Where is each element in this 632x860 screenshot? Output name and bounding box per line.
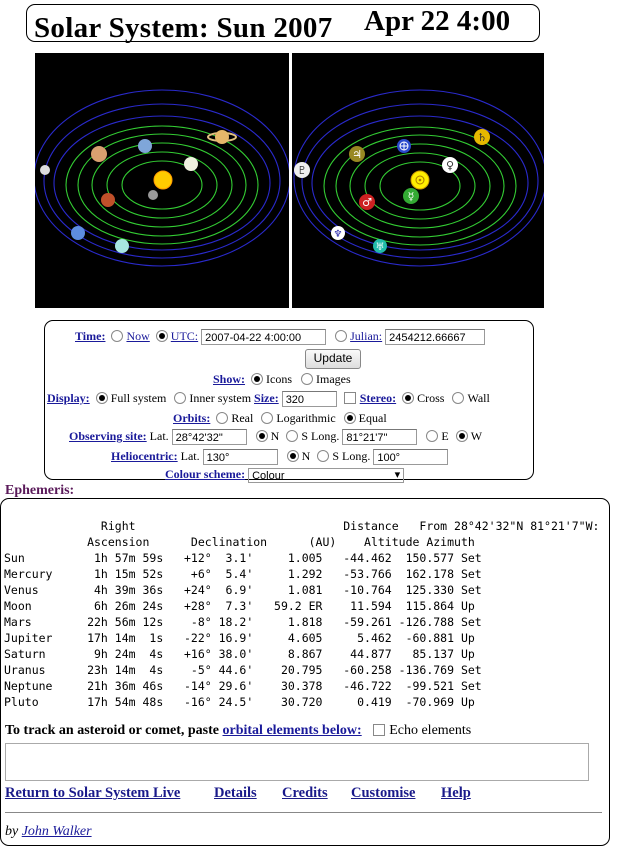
mars-symbol-icon [359,194,375,210]
page-title-box [26,4,540,42]
stereo-link[interactable]: Stereo: [359,391,397,405]
svg-text:♆: ♆ [333,229,343,240]
ephemeris-row: Uranus 23h 14m 4s -5° 44.6' 20.795 -60.258 -136.769 Set [4,663,482,677]
east-label: E [441,429,449,443]
ephemeris-header-2: Ascension Declination (AU) Altitude Azimuth [4,535,475,549]
help-link[interactable]: Help [441,785,471,801]
ephemeris-row: Saturn 9h 24m 4s +16° 38.0' 8.867 44.877 85.137 Up [4,647,475,661]
orbital-elements-textarea[interactable] [5,743,589,781]
equal-label: Equal [358,411,387,425]
cross-label: Cross [417,391,445,405]
jupiter-symbol-icon [349,146,365,162]
time-link[interactable]: Time: [75,329,106,343]
mercury-symbol-icon [403,188,419,204]
orbits-link[interactable]: Orbits: [173,411,211,425]
ephemeris-row: Mercury 1h 15m 52s +6° 5.4' 1.292 -53.766 162.178 Set [4,567,482,581]
orbital-elements-link[interactable]: orbital elements below: [222,723,362,738]
now-radio[interactable] [111,330,123,342]
ephemeris-row: Moon 6h 26m 24s +28° 7.3' 59.2 ER 11.594 115.864 Up [4,599,475,613]
ephemeris-row: Sun 1h 57m 59s +12° 3.1' 1.005 -44.462 150.577 Set [4,551,482,565]
helio-north-radio[interactable] [287,450,299,462]
latitude-input[interactable]: 28°42'32" [172,429,247,445]
earth-image [138,139,152,153]
julian-radio[interactable] [335,330,347,342]
east-radio[interactable] [426,430,438,442]
west-label: W [470,429,483,443]
track-asteroid-row [5,723,471,739]
lat-label: Lat. [149,429,169,443]
wall-label: Wall [467,391,490,405]
mars-image [101,193,115,207]
ephemeris-row: Neptune 21h 36m 46s -14° 29.6' 30.378 -46.722 -99.521 Set [4,679,482,693]
update-button[interactable]: Update [305,349,361,369]
julian-link[interactable]: Julian: [350,329,383,343]
helio-longitude-input[interactable]: 100° [373,449,448,465]
pluto-image [40,165,50,175]
logarithmic-radio[interactable] [261,412,273,424]
helio-south-radio[interactable] [317,450,329,462]
icons-label: Icons [266,372,293,386]
byline [5,824,92,840]
full-system-radio[interactable] [96,392,108,404]
ephemeris-row: Mars 22h 56m 12s -8° 18.2' 1.818 -59.261 -126.788 Set [4,615,482,629]
svg-text:☿: ☿ [407,190,415,203]
logarithmic-label: Logarithmic [276,411,336,425]
colour-scheme-link[interactable]: Colour scheme: [165,467,246,481]
north-label: N [270,429,280,443]
cross-radio[interactable] [402,392,414,404]
display-link[interactable]: Display: [47,391,90,405]
show-link[interactable]: Show: [213,372,246,386]
svg-text:♂: ♂ [362,196,372,209]
ephemeris-row: Jupiter 17h 14m 1s -22° 16.9' 4.605 5.462 -60.881 Up [4,631,475,645]
icons-radio[interactable] [251,373,263,385]
helio-slong-label: S Long. [332,449,371,463]
helio-latitude-input[interactable]: 130° [203,449,278,465]
svg-text:♄: ♄ [477,131,487,144]
svg-text:♇: ♇ [297,164,307,177]
echo-elements-checkbox[interactable] [373,724,385,736]
uranus-symbol-icon [373,239,387,253]
pluto-symbol-icon [294,162,310,178]
real-label: Real [231,411,254,425]
longitude-input[interactable]: 81°21'7" [342,429,417,445]
saturn-symbol-icon [474,129,490,145]
slong-label: S Long. [301,429,340,443]
customise-link[interactable]: Customise [351,785,416,801]
venus-image [184,157,198,171]
footer-divider [5,812,602,813]
sun-symbol-icon [411,171,429,189]
south-radio[interactable] [286,430,298,442]
svg-text:♅: ♅ [375,242,385,253]
svg-text:♀: ♀ [445,159,455,172]
solar-system-view-right[interactable] [292,53,544,308]
west-radio[interactable] [456,430,468,442]
jupiter-image [91,146,107,162]
ephemeris-table [4,518,599,710]
stereo-checkbox[interactable] [344,392,356,404]
neptune-symbol-icon [331,226,345,240]
svg-text:♃: ♃ [352,148,362,161]
ephemeris-row: Venus 4h 39m 36s +24° 6.9' 1.081 -10.764 125.330 Set [4,583,482,597]
credits-link[interactable]: Credits [282,785,328,801]
images-label: Images [316,372,351,386]
wall-radio[interactable] [452,392,464,404]
mercury-image [148,190,158,200]
equal-radio[interactable] [344,412,356,424]
full-system-label: Full system [110,391,167,405]
neptune-image [71,226,85,240]
control-panel [44,320,534,480]
utc-input[interactable]: 2007-04-22 4:00:00 [201,329,326,345]
solar-system-view-left[interactable] [35,53,289,308]
colour-scheme-select[interactable]: Colour ▾ [248,468,404,483]
inner-system-label: Inner system [189,391,252,405]
inner-system-radio[interactable] [174,392,186,404]
utc-radio[interactable] [156,330,168,342]
ephemeris-header-1: Right Distance From 28°42'32"N 81°21'7"W: [4,519,600,533]
size-input[interactable]: 320 [282,391,337,407]
page-title-date: Apr 22 4:00 [364,5,511,37]
real-radio[interactable] [216,412,228,424]
sun-image [154,171,172,189]
ephemeris-heading: Ephemeris: [5,483,75,498]
heliocentric-link[interactable]: Heliocentric: [111,449,178,463]
images-radio[interactable] [301,373,313,385]
size-link[interactable]: Size: [254,391,279,405]
helio-lat-label: Lat. [180,449,200,463]
uranus-image [115,239,129,253]
north-radio[interactable] [256,430,268,442]
now-link[interactable]: Now [126,329,150,343]
utc-link[interactable]: UTC: [170,329,199,343]
venus-symbol-icon [442,157,458,173]
return-link[interactable]: Return to Solar System Live [5,785,181,801]
earth-symbol-icon [397,139,411,153]
ephemeris-row: Pluto 17h 54m 48s -16° 24.5' 30.720 0.419 -70.969 Up [4,695,475,709]
track-text: To track an asteroid or comet, paste [5,723,223,738]
details-link[interactable]: Details [214,785,257,801]
observing-site-link[interactable]: Observing site: [69,429,147,443]
byline-by: by [5,824,22,839]
helio-north-label: N [301,449,311,463]
julian-input[interactable]: 2454212.66667 [385,329,485,345]
author-link[interactable]: John Walker [21,824,92,839]
page-title: Solar System: Sun 2007 [34,12,333,44]
echo-elements-label: Echo elements [389,723,472,738]
